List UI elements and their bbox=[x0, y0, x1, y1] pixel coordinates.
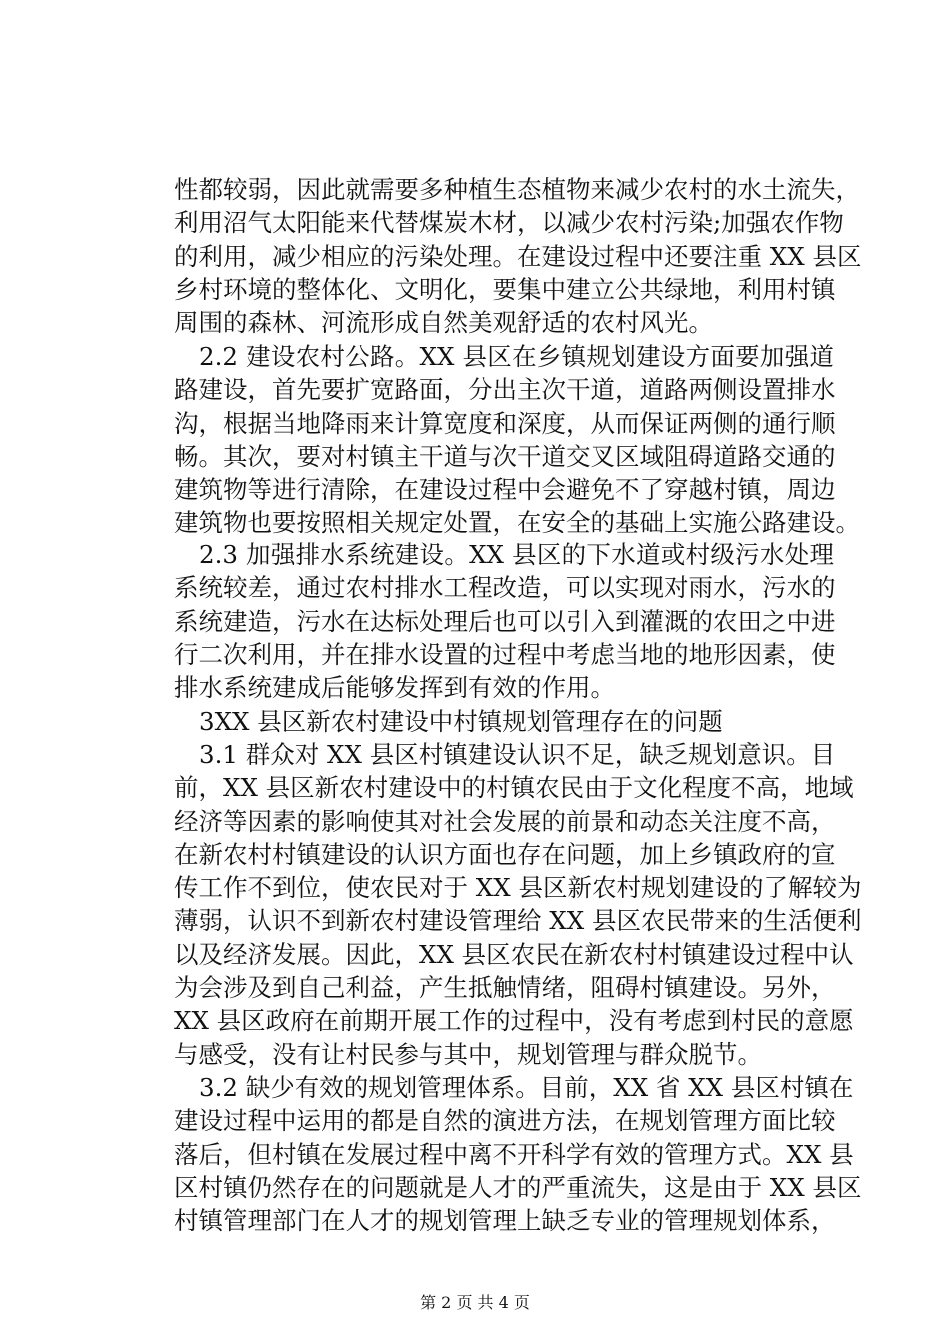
text-line: 行二次利用，并在排水设置的过程中考虑当地的地形因素，使 bbox=[174, 639, 836, 669]
text-line: 与感受，没有让村民参与其中，规划管理与群众脱节。 bbox=[174, 1039, 762, 1069]
text-line: 前，XX 县区新农村建设中的村镇农民由于文化程度不高，地域 bbox=[174, 773, 854, 803]
text-line: 以及经济发展。因此，XX 县区农民在新农村村镇建设过程中认 bbox=[174, 939, 854, 969]
paragraph-3 bbox=[174, 538, 834, 704]
text-line: 利用沼气太阳能来代替煤炭木材，以减少农村污染;加强农作物 bbox=[174, 208, 844, 238]
text-line: 周围的森林、河流形成自然美观舒适的农村风光。 bbox=[174, 308, 713, 338]
text-line: 2.2 建设农村公路。XX 县区在乡镇规划建设方面要加强道 bbox=[199, 342, 834, 371]
text-line: 传工作不到位，使农民对于 XX 县区新农村规划建设的了解较为 bbox=[174, 873, 862, 903]
paragraph-3-2 bbox=[174, 1071, 862, 1237]
text-line: 建筑物也要按照相关规定处置，在安全的基础上实施公路建设。 bbox=[174, 508, 860, 538]
text-line: 沟，根据当地降雨来计算宽度和深度，从而保证两侧的通行顺 bbox=[174, 408, 836, 438]
page-footer: 第 2 页 共 4 页 bbox=[420, 1293, 530, 1312]
text-line: 系统较差，通过农村排水工程改造，可以实现对雨水，污水的 bbox=[174, 573, 836, 603]
text-line: 经济等因素的影响使其对社会发展的前景和动态关注度不高， bbox=[174, 806, 836, 836]
paragraph-2 bbox=[174, 340, 860, 540]
text-line: 建设过程中运用的都是自然的演进方法，在规划管理方面比较 bbox=[174, 1106, 836, 1136]
text-line: 畅。其次，要对村镇主干道与次干道交叉区域阻碍道路交通的 bbox=[174, 441, 836, 471]
text-line: 乡村环境的整体化、文明化，要集中建立公共绿地，利用村镇 bbox=[174, 274, 836, 304]
text-line: 3.1 群众对 XX 县区村镇建设认识不足，缺乏规划意识。目 bbox=[199, 740, 836, 769]
text-line: 薄弱，认识不到新农村建设管理给 XX 县区农民带来的生活便利 bbox=[174, 906, 862, 936]
text-line: XX 县区政府在前期开展工作的过程中，没有考虑到村民的意愿 bbox=[174, 1006, 854, 1036]
text-line: 路建设，首先要扩宽路面，分出主次干道，道路两侧设置排水 bbox=[174, 375, 836, 405]
heading-line: 3XX 县区新农村建设中村镇规划管理存在的问题 bbox=[199, 707, 723, 736]
text-line: 系统建造，污水在达标处理后也可以引入到灌溉的农田之中进 bbox=[174, 606, 836, 636]
text-line: 3.2 缺少有效的规划管理体系。目前，XX 省 XX 县区村镇在 bbox=[199, 1073, 854, 1102]
text-line: 区村镇仍然存在的问题就是人才的严重流失，这是由于 XX 县区 bbox=[174, 1172, 862, 1202]
text-line: 在新农村村镇建设的认识方面也存在问题，加上乡镇政府的宣 bbox=[174, 839, 836, 869]
text-line: 村镇管理部门在人才的规划管理上缺乏专业的管理规划体系， bbox=[174, 1206, 836, 1236]
text-line: 落后，但村镇在发展过程中离不开科学有效的管理方式。XX 县 bbox=[174, 1139, 854, 1169]
paragraph-3-1 bbox=[174, 738, 862, 1071]
text-line: 排水系统建成后能够发挥到有效的作用。 bbox=[174, 673, 615, 703]
text-line: 为会涉及到自己利益，产生抵触情绪，阻碍村镇建设。另外， bbox=[174, 973, 836, 1003]
text-line: 2.3 加强排水系统建设。XX 县区的下水道或村级污水处理 bbox=[199, 540, 834, 569]
section-heading bbox=[174, 705, 834, 738]
text-line: 性都较弱，因此就需要多种植生态植物来减少农村的水土流失， bbox=[174, 175, 860, 204]
text-line: 建筑物等进行清除，在建设过程中会避免不了穿越村镇，周边 bbox=[174, 475, 836, 505]
text-line: 的利用，减少相应的污染处理。在建设过程中还要注重 XX 县区 bbox=[174, 241, 862, 271]
paragraph-1 bbox=[174, 173, 862, 339]
